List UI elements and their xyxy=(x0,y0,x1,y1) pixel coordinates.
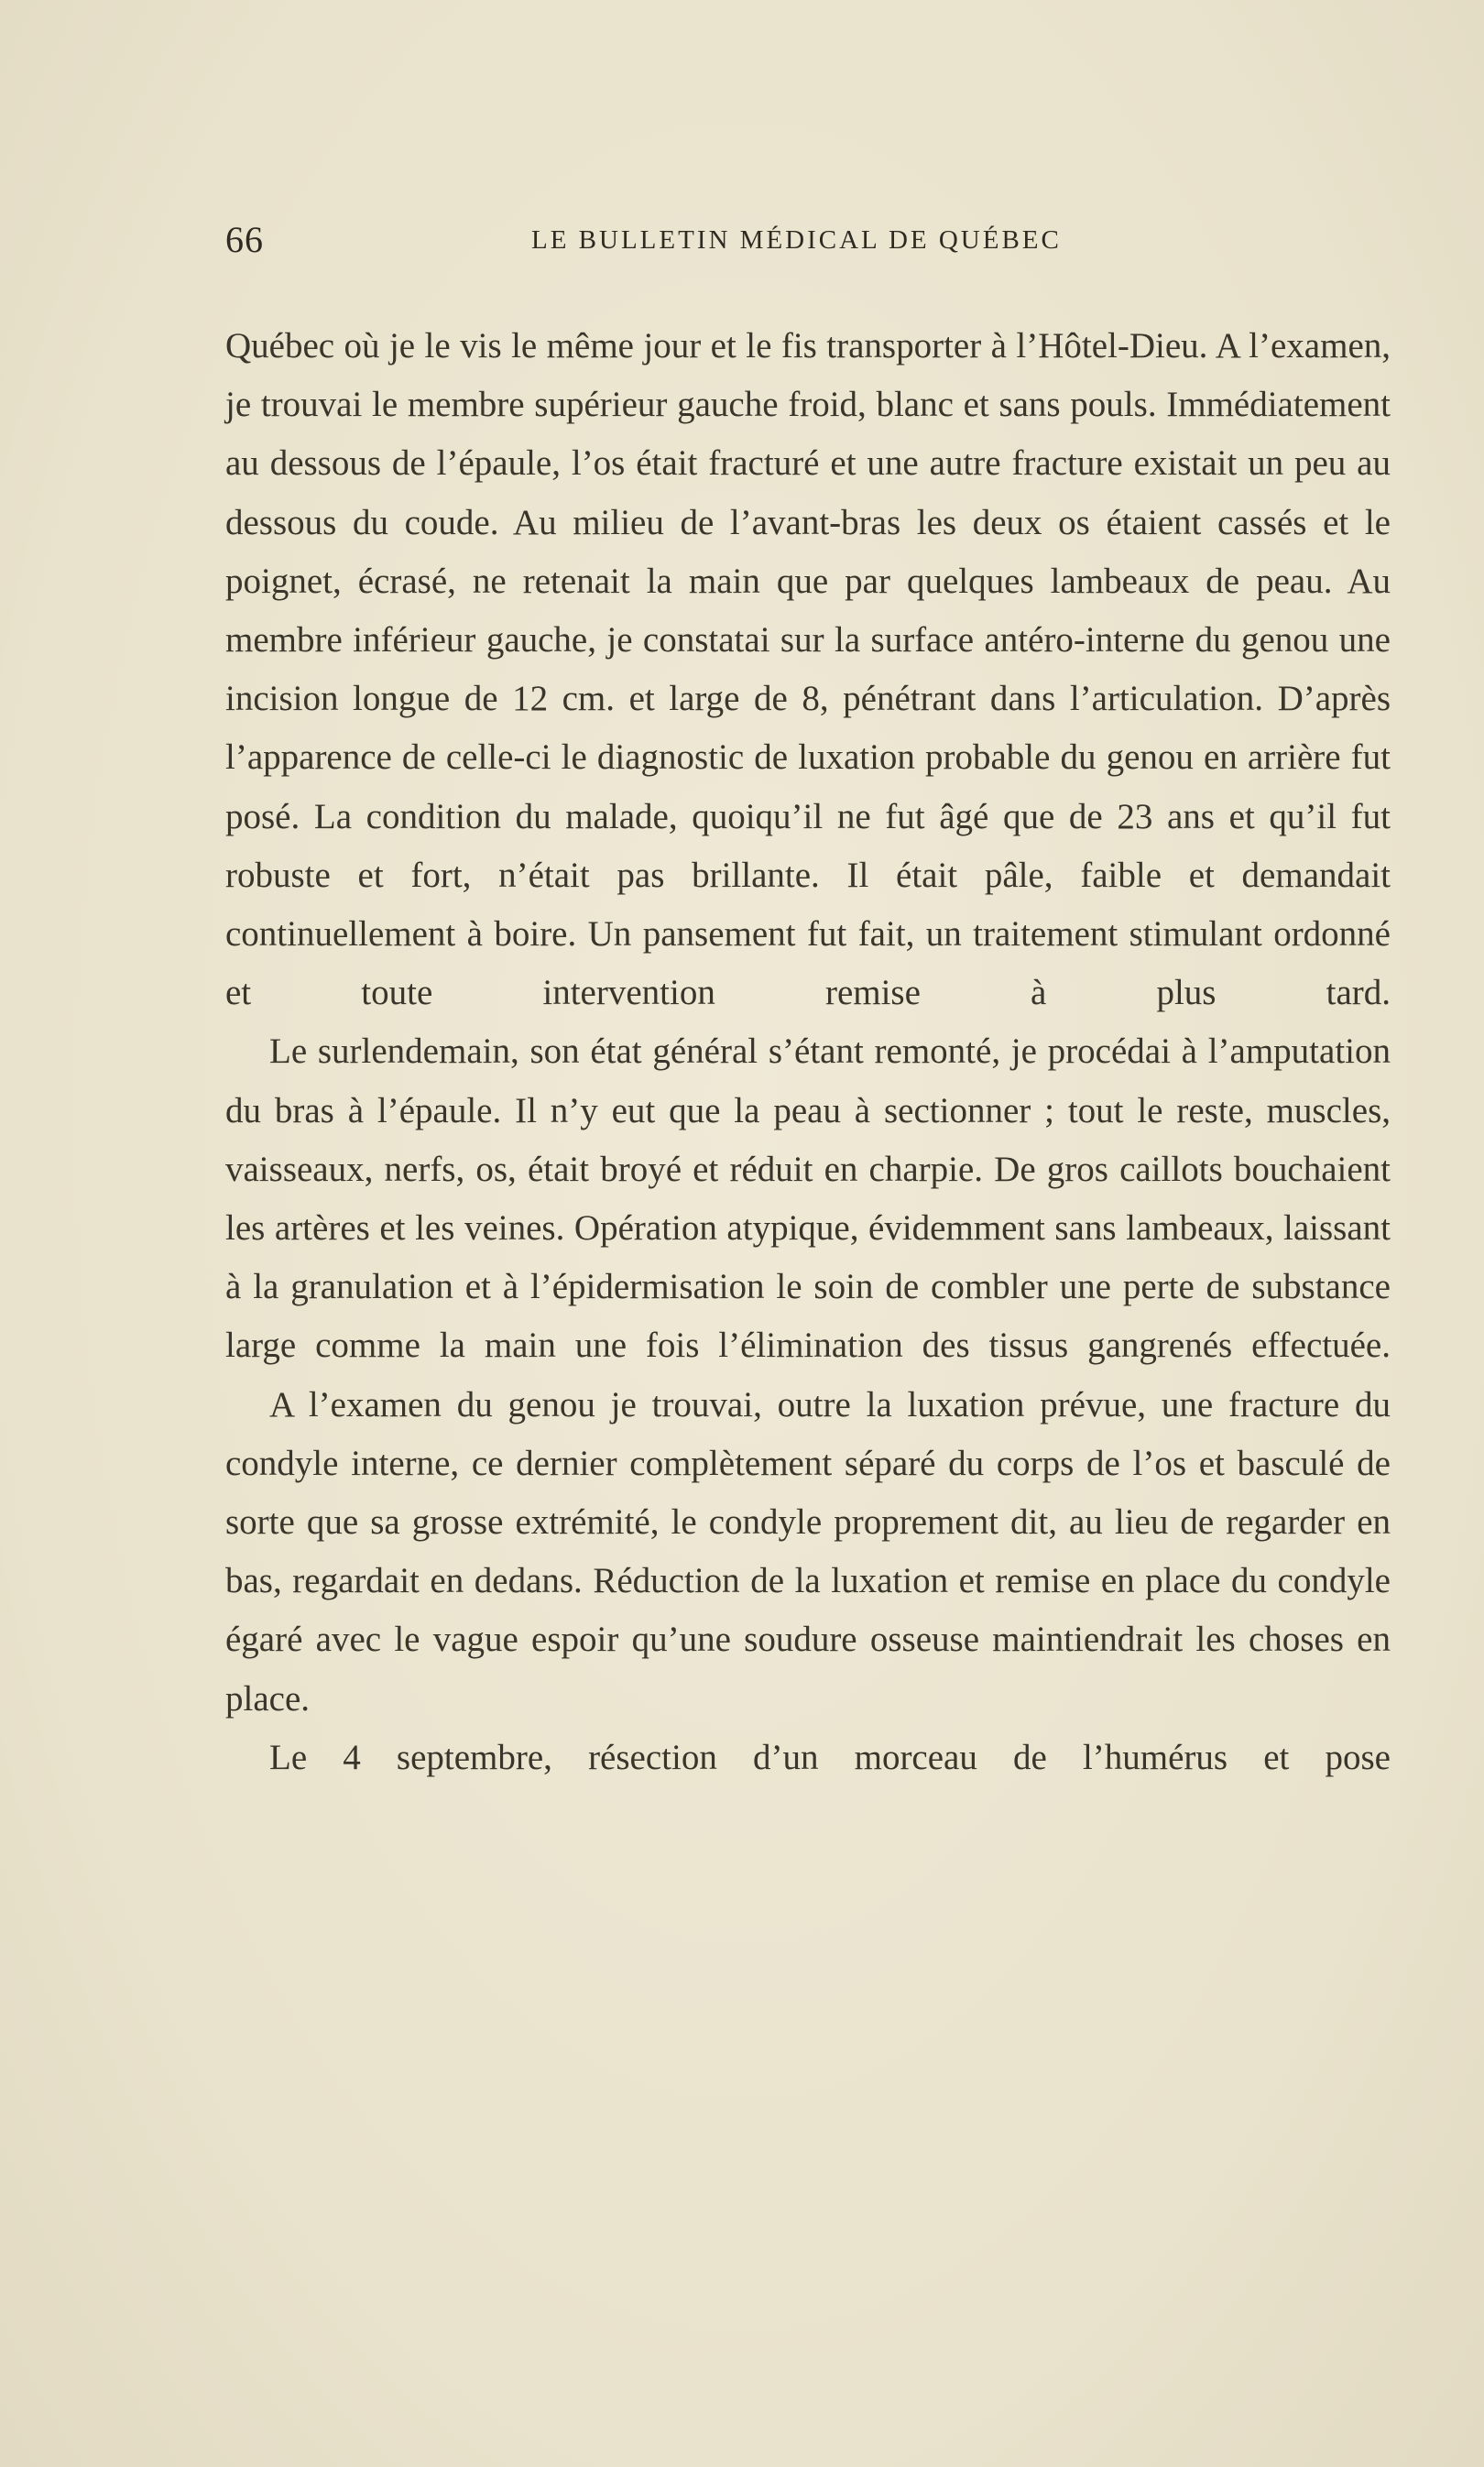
paragraph-4: Le 4 septembre, résection d’un morceau de l’humérus et pose xyxy=(269,1737,1391,1777)
paragraph-3: A l’examen du genou je trouvai, outre la luxation prévue, une fracture du condyle interne, ce dernier complètement séparé du corps de l’os et basculé de sorte que sa grosse extrémité, le condyle proprement dit, au lieu de regarder en bas, regardait en dedans. Réduction de la luxation et remise en place du condyle égaré avec le vague espoir qu’une soudure osseuse maintiendrait les choses en place. xyxy=(225,1384,1391,1719)
paragraph-1: Québec où je le vis le même jour et le fis transporter à l’Hôtel-Dieu. A l’examen, je trouvai le membre supérieur gauche froid, blanc et sans pouls. Immédiatement au dessous de l’épaule, l’os était fracturé et une autre fracture existait un peu au dessous du coude. Au milieu de l’avant-bras les deux os étaient cassés et le poignet, écrasé, ne retenait la main que par quelques lambeaux de peau. Au membre inférieur gauche, je constatai sur la surface antéro-interne du genou une incision longue de 12 cm. et large de 8, pénétrant dans l’articulation. D’après l’apparence de celle-ci le diagnostic de luxation probable du genou en arrière fut posé. La condition du malade, quoiqu’il ne fut âgé que de 23 ans et qu’il fut robuste et fort, n’était pas brillante. Il était pâle, faible et demandait continuellement à boire. Un pansement fut fait, un traitement stimulant ordonné et toute intervention remise à plus tard. xyxy=(225,326,1391,1013)
page-number: 66 xyxy=(225,219,264,260)
page-header xyxy=(225,218,1391,273)
body-text xyxy=(225,317,1391,1787)
paragraph-2: Le surlendemain, son état général s’étant remonté, je procédai à l’amputation du bras à l’épaule. Il n’y eut que la peau à sectionner ; tout le reste, muscles, vaisseaux, nerfs, os, était broyé et réduit en charpie. De gros caillots bouchaient les artères et les veines. Opération atypique, évidemment sans lambeaux, laissant à la granulation et à l’épidermisation le soin de combler une perte de substance large comme la main une fois l’élimination des tissus gangrenés effectuée. xyxy=(225,1032,1391,1366)
running-title: LE BULLETIN MÉDICAL DE QUÉBEC xyxy=(531,225,1062,255)
